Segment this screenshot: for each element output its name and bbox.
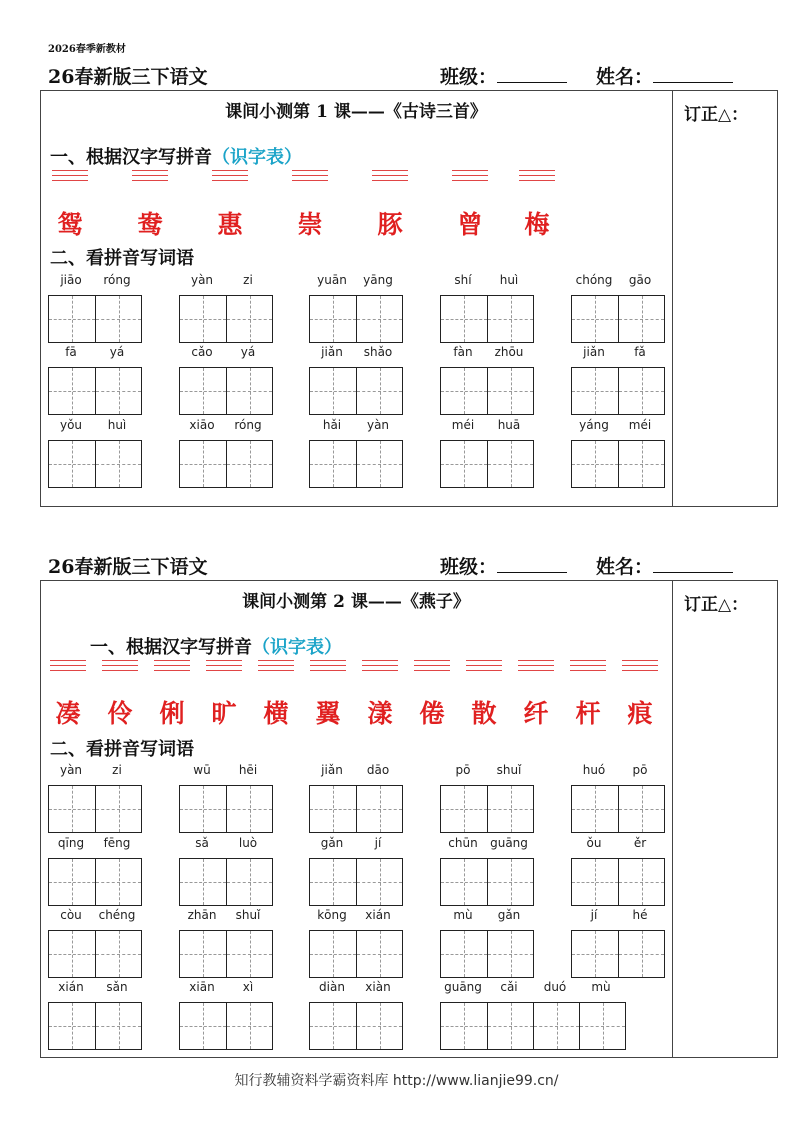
tianzige-cell[interactable] — [49, 1003, 95, 1049]
tianzige-cell[interactable] — [49, 859, 95, 905]
tianzige-cell[interactable] — [310, 786, 356, 832]
class-label: 班级： — [440, 66, 498, 88]
writing-cells[interactable] — [440, 440, 534, 488]
hanzi-char: 鸳 — [57, 210, 83, 239]
pinyin-label: méi — [451, 418, 475, 432]
quiz-title: 课间小测第 2 课——《燕子》 — [242, 592, 470, 612]
pinyin-label: jí — [374, 836, 382, 850]
writing-cells[interactable] — [440, 1002, 626, 1050]
tianzige-cell[interactable] — [441, 786, 487, 832]
pinyin-writing-lines[interactable] — [372, 170, 408, 186]
tianzige-cell[interactable] — [310, 368, 356, 414]
tianzige-cell[interactable] — [95, 786, 141, 832]
tianzige-cell[interactable] — [356, 859, 402, 905]
pinyin-label: duó — [543, 980, 567, 994]
section-1-note: （识字表） — [252, 637, 342, 658]
section-1-heading — [50, 143, 302, 169]
tianzige-cell[interactable] — [95, 859, 141, 905]
pinyin-label: jiǎn — [321, 345, 343, 359]
pinyin-writing-lines[interactable] — [52, 170, 88, 186]
pinyin-label: guāng — [490, 836, 528, 850]
tianzige-cell[interactable] — [49, 786, 95, 832]
pinyin-writing-lines[interactable] — [212, 170, 248, 186]
section-1-text: 一、根据汉字写拼音 — [50, 147, 212, 168]
name-blank[interactable] — [653, 64, 733, 83]
tianzige-cell[interactable] — [356, 786, 402, 832]
pinyin-label: jí — [590, 908, 598, 922]
pinyin-label: chūn — [448, 836, 478, 850]
pinyin-label: chóng — [575, 273, 613, 287]
pinyin-label: shuǐ — [235, 908, 261, 922]
tianzige-cell[interactable] — [572, 859, 618, 905]
hanzi-char: 翼 — [315, 699, 341, 728]
writing-cells[interactable] — [309, 1002, 403, 1050]
tianzige-cell[interactable] — [487, 296, 533, 342]
tianzige-cell[interactable] — [95, 931, 141, 977]
tianzige-cell[interactable] — [310, 441, 356, 487]
pinyin-label: fàn — [453, 345, 473, 359]
writing-cells[interactable] — [48, 858, 142, 906]
pinyin-label: zhōu — [494, 345, 524, 359]
pinyin-label: yǒu — [59, 418, 83, 432]
tianzige-cell[interactable] — [441, 1003, 487, 1049]
pinyin-label: mù — [591, 980, 611, 994]
course-title: 26春新版三下语文 — [48, 66, 208, 88]
footer-watermark: 知行教辅资料学霸资料库 http://www.lianjie99.cn/ — [234, 1073, 559, 1089]
writing-cells[interactable] — [179, 367, 273, 415]
writing-cells[interactable] — [48, 785, 142, 833]
pinyin-writing-lines[interactable] — [154, 660, 190, 676]
tianzige-cell[interactable] — [226, 931, 272, 977]
tianzige-cell[interactable] — [487, 859, 533, 905]
pinyin-label: shuǐ — [496, 763, 522, 777]
tianzige-cell[interactable] — [226, 1003, 272, 1049]
tianzige-cell[interactable] — [356, 296, 402, 342]
correction-divider — [672, 90, 673, 507]
pinyin-label: sǎ — [195, 836, 209, 850]
pinyin-label: róng — [234, 418, 262, 432]
pinyin-label: yāng — [363, 273, 393, 287]
tianzige-cell[interactable] — [572, 786, 618, 832]
writing-cells[interactable] — [48, 1002, 142, 1050]
class-label: 班级： — [440, 556, 498, 578]
pinyin-writing-lines[interactable] — [518, 660, 554, 676]
tianzige-cell[interactable] — [441, 368, 487, 414]
pinyin-label: méi — [628, 418, 652, 432]
tianzige-cell[interactable] — [180, 296, 226, 342]
name-blank[interactable] — [653, 554, 733, 573]
hanzi-char: 惠 — [217, 210, 243, 239]
tianzige-cell[interactable] — [310, 859, 356, 905]
hanzi-char: 崇 — [297, 210, 323, 239]
tianzige-cell[interactable] — [572, 296, 618, 342]
writing-cells[interactable] — [309, 858, 403, 906]
tianzige-cell[interactable] — [310, 296, 356, 342]
section-2-heading: 二、看拼音写词语 — [50, 248, 194, 269]
writing-cells[interactable] — [440, 785, 534, 833]
pinyin-label: gāo — [628, 273, 652, 287]
pinyin-label: yàn — [59, 763, 83, 777]
writing-cells[interactable] — [179, 930, 273, 978]
hanzi-char: 豚 — [377, 210, 403, 239]
tianzige-cell[interactable] — [356, 368, 402, 414]
tianzige-cell[interactable] — [226, 296, 272, 342]
tianzige-cell[interactable] — [579, 1003, 625, 1049]
tianzige-cell[interactable] — [487, 368, 533, 414]
hanzi-char: 旷 — [211, 699, 237, 728]
class-field — [440, 62, 567, 89]
pinyin-writing-lines[interactable] — [258, 660, 294, 676]
pinyin-writing-lines[interactable] — [466, 660, 502, 676]
name-label: 姓名： — [596, 556, 654, 578]
writing-cells[interactable] — [440, 295, 534, 343]
pinyin-label: hēi — [238, 763, 258, 777]
writing-cells[interactable] — [571, 440, 665, 488]
pinyin-label: xián — [58, 980, 84, 994]
pinyin-label: ěr — [633, 836, 647, 850]
pinyin-writing-lines[interactable] — [206, 660, 242, 676]
hanzi-char: 痕 — [627, 699, 653, 728]
pinyin-label: còu — [60, 908, 82, 922]
tianzige-cell[interactable] — [487, 931, 533, 977]
pinyin-label: wū — [193, 763, 211, 777]
tianzige-cell[interactable] — [572, 368, 618, 414]
name-label: 姓名： — [596, 66, 654, 88]
writing-cells[interactable] — [571, 930, 665, 978]
hanzi-char: 伶 — [107, 699, 133, 728]
class-blank[interactable] — [497, 64, 567, 83]
tianzige-cell[interactable] — [49, 931, 95, 977]
class-blank[interactable] — [497, 554, 567, 573]
pinyin-label: zi — [243, 273, 253, 287]
hanzi-char: 鸯 — [137, 210, 163, 239]
quiz-title: 课间小测第 1 课——《古诗三首》 — [225, 102, 487, 122]
tianzige-cell[interactable] — [618, 786, 664, 832]
pinyin-label: huā — [497, 418, 521, 432]
writing-cells[interactable] — [309, 785, 403, 833]
section-1-text: 一、根据汉字写拼音 — [90, 637, 252, 658]
writing-cells[interactable] — [571, 858, 665, 906]
pinyin-label: xiān — [189, 980, 215, 994]
pinyin-label: chéng — [98, 908, 136, 922]
tianzige-cell[interactable] — [618, 296, 664, 342]
tianzige-cell[interactable] — [487, 441, 533, 487]
pinyin-label: xiāo — [189, 418, 215, 432]
section-1-heading — [90, 633, 342, 659]
pinyin-label: fēng — [103, 836, 131, 850]
tianzige-cell[interactable] — [95, 441, 141, 487]
tianzige-cell[interactable] — [487, 1003, 533, 1049]
pinyin-label: róng — [103, 273, 131, 287]
pinyin-label: kōng — [317, 908, 347, 922]
pinyin-writing-lines[interactable] — [132, 170, 168, 186]
pinyin-label: huì — [107, 418, 127, 432]
section-1-note: （识字表） — [212, 147, 302, 168]
tianzige-cell[interactable] — [310, 1003, 356, 1049]
writing-cells[interactable] — [309, 367, 403, 415]
name-field — [596, 62, 733, 89]
tianzige-cell[interactable] — [441, 931, 487, 977]
pinyin-label: yuān — [317, 273, 347, 287]
pinyin-label: jiǎn — [321, 763, 343, 777]
pinyin-writing-lines[interactable] — [519, 170, 555, 186]
hanzi-char: 俐 — [159, 699, 185, 728]
pinyin-label: huó — [582, 763, 606, 777]
pinyin-label: yáng — [579, 418, 609, 432]
tianzige-cell[interactable] — [180, 368, 226, 414]
writing-cells[interactable] — [440, 930, 534, 978]
tianzige-cell[interactable] — [180, 441, 226, 487]
writing-cells[interactable] — [179, 785, 273, 833]
writing-cells[interactable] — [309, 295, 403, 343]
writing-cells[interactable] — [309, 930, 403, 978]
writing-cells[interactable] — [440, 858, 534, 906]
writing-cells[interactable] — [571, 367, 665, 415]
pinyin-label: yàn — [190, 273, 214, 287]
hanzi-char: 纤 — [523, 699, 549, 728]
tianzige-cell[interactable] — [226, 859, 272, 905]
writing-cells[interactable] — [179, 858, 273, 906]
tianzige-cell[interactable] — [618, 931, 664, 977]
pinyin-label: pō — [455, 763, 471, 777]
hanzi-char: 梅 — [524, 210, 550, 239]
tianzige-cell[interactable] — [180, 859, 226, 905]
tianzige-cell[interactable] — [95, 296, 141, 342]
pinyin-writing-lines[interactable] — [50, 660, 86, 676]
writing-cells[interactable] — [179, 295, 273, 343]
pinyin-label: hǎi — [322, 418, 342, 432]
tianzige-cell[interactable] — [487, 786, 533, 832]
pinyin-label: mù — [453, 908, 473, 922]
pinyin-writing-lines[interactable] — [102, 660, 138, 676]
pinyin-label: yá — [240, 345, 256, 359]
tianzige-cell[interactable] — [226, 368, 272, 414]
tianzige-cell[interactable] — [441, 859, 487, 905]
pinyin-label: yá — [109, 345, 125, 359]
pinyin-writing-lines[interactable] — [362, 660, 398, 676]
name-field — [596, 552, 733, 579]
writing-cells[interactable] — [571, 785, 665, 833]
writing-cells[interactable] — [48, 367, 142, 415]
pinyin-label: fā — [65, 345, 77, 359]
tianzige-cell[interactable] — [95, 368, 141, 414]
tianzige-cell[interactable] — [226, 786, 272, 832]
tianzige-cell[interactable] — [95, 1003, 141, 1049]
tianzige-cell[interactable] — [180, 931, 226, 977]
correction-label: 订正△： — [684, 595, 749, 615]
pinyin-label: xì — [242, 980, 254, 994]
writing-cells[interactable] — [48, 440, 142, 488]
hanzi-char: 倦 — [419, 699, 445, 728]
pinyin-label: shí — [454, 273, 472, 287]
writing-cells[interactable] — [48, 295, 142, 343]
pinyin-label: xiàn — [365, 980, 391, 994]
section-2-heading: 二、看拼音写词语 — [50, 739, 194, 760]
hanzi-char: 漾 — [367, 699, 393, 728]
pinyin-label: zi — [112, 763, 122, 777]
tianzige-cell[interactable] — [310, 931, 356, 977]
pinyin-label: jiāo — [60, 273, 82, 287]
tianzige-cell[interactable] — [180, 1003, 226, 1049]
tianzige-cell[interactable] — [49, 441, 95, 487]
pinyin-writing-lines[interactable] — [310, 660, 346, 676]
pinyin-writing-lines[interactable] — [622, 660, 658, 676]
pinyin-label: diàn — [319, 980, 345, 994]
tianzige-cell[interactable] — [441, 296, 487, 342]
tianzige-cell[interactable] — [356, 441, 402, 487]
writing-cells[interactable] — [179, 1002, 273, 1050]
writing-cells[interactable] — [179, 440, 273, 488]
pinyin-label: dāo — [366, 763, 390, 777]
tianzige-cell[interactable] — [572, 931, 618, 977]
hanzi-char: 横 — [263, 699, 289, 728]
pinyin-label: yàn — [366, 418, 390, 432]
tianzige-cell[interactable] — [49, 296, 95, 342]
pinyin-label: guāng — [444, 980, 482, 994]
hanzi-char: 曾 — [457, 210, 483, 239]
hanzi-char: 杆 — [575, 699, 601, 728]
pinyin-label: hé — [632, 908, 648, 922]
pinyin-label: zhān — [187, 908, 217, 922]
pinyin-label: cǎo — [191, 345, 213, 359]
tianzige-cell[interactable] — [356, 1003, 402, 1049]
writing-cells[interactable] — [48, 930, 142, 978]
hanzi-char: 散 — [471, 699, 497, 728]
pinyin-writing-lines[interactable] — [292, 170, 328, 186]
tianzige-cell[interactable] — [356, 931, 402, 977]
pinyin-label: huì — [499, 273, 519, 287]
pinyin-label: qīng — [57, 836, 85, 850]
pinyin-writing-lines[interactable] — [452, 170, 488, 186]
tianzige-cell[interactable] — [572, 441, 618, 487]
tianzige-cell[interactable] — [618, 859, 664, 905]
pinyin-label: gǎn — [320, 836, 344, 850]
pinyin-label: shǎo — [363, 345, 393, 359]
writing-cells[interactable] — [309, 440, 403, 488]
pinyin-label: sǎn — [106, 980, 128, 994]
pinyin-label: fǎ — [634, 345, 646, 359]
doc-tag: 2026春季新教材 — [48, 44, 126, 55]
pinyin-label: luò — [238, 836, 258, 850]
tianzige-cell[interactable] — [618, 441, 664, 487]
tianzige-cell[interactable] — [533, 1003, 579, 1049]
pinyin-label: jiǎn — [583, 345, 605, 359]
pinyin-label: gǎn — [497, 908, 521, 922]
tianzige-cell[interactable] — [441, 441, 487, 487]
course-title: 26春新版三下语文 — [48, 556, 208, 578]
writing-cells[interactable] — [440, 367, 534, 415]
pinyin-label: pō — [632, 763, 648, 777]
correction-divider — [672, 580, 673, 1058]
pinyin-label: cǎi — [500, 980, 518, 994]
pinyin-label: ǒu — [586, 836, 602, 850]
pinyin-label: xián — [365, 908, 391, 922]
correction-label: 订正△： — [684, 105, 749, 125]
pinyin-writing-lines[interactable] — [570, 660, 606, 676]
tianzige-cell[interactable] — [49, 368, 95, 414]
pinyin-writing-lines[interactable] — [414, 660, 450, 676]
tianzige-cell[interactable] — [618, 368, 664, 414]
tianzige-cell[interactable] — [180, 786, 226, 832]
writing-cells[interactable] — [571, 295, 665, 343]
hanzi-char: 凑 — [55, 699, 81, 728]
class-field — [440, 552, 567, 579]
tianzige-cell[interactable] — [226, 441, 272, 487]
